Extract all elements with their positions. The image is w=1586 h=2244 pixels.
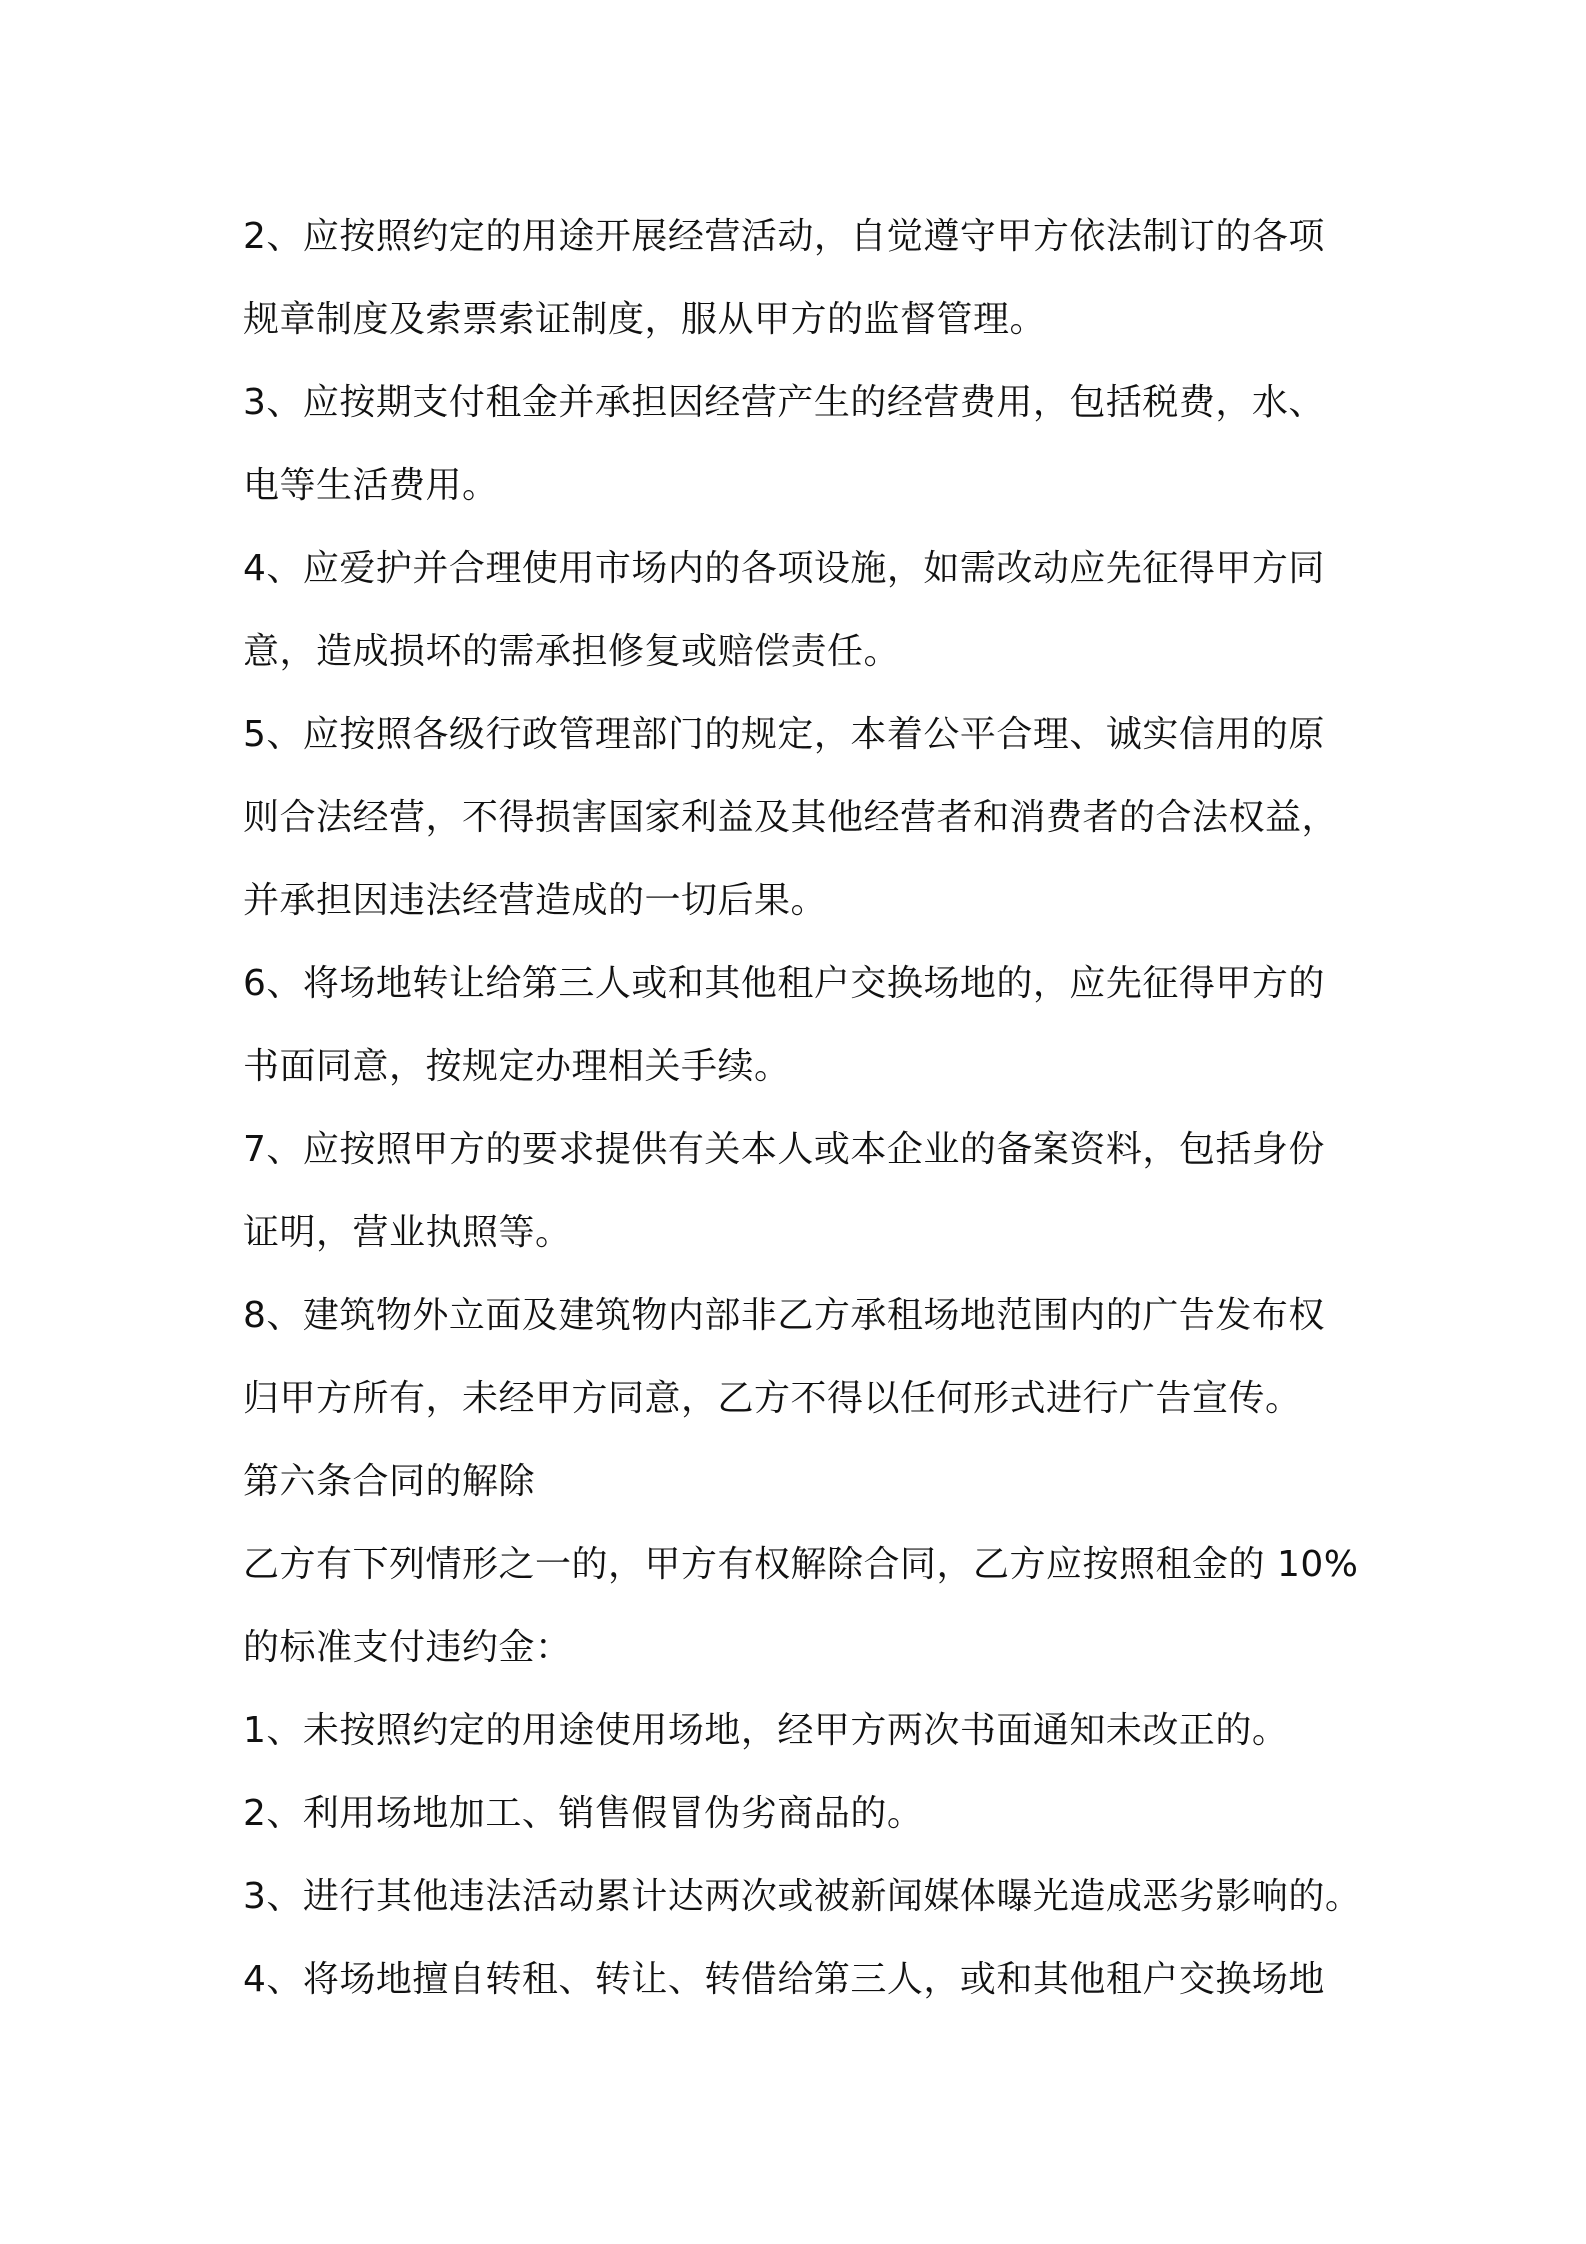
- text-line-8: 则合法经营，不得损害国家利益及其他经营者和消费者的合法权益，: [243, 797, 1339, 838]
- text-line-22: 4、将场地擅自转租、转让、转借给第三人，或和其他租户交换场地: [243, 1959, 1325, 2000]
- text-line-19: 1、未按照约定的用途使用场地，经甲方两次书面通知未改正的。: [243, 1710, 1289, 1751]
- text-line-1: 2、应按照约定的用途开展经营活动，自觉遵守甲方依法制订的各项: [243, 216, 1325, 257]
- text-line-20: 2、利用场地加工、销售假冒伪劣商品的。: [243, 1793, 924, 1834]
- text-line-6: 意，造成损坏的需承担修复或赔偿责任。: [243, 631, 901, 672]
- text-line-9: 并承担因违法经营造成的一切后果。: [243, 880, 828, 921]
- document-body: [243, 195, 1363, 2021]
- text-line-11: 书面同意，按规定办理相关手续。: [243, 1046, 791, 1087]
- text-line-21: 3、进行其他违法活动累计达两次或被新闻媒体曝光造成恶劣影响的。: [243, 1876, 1362, 1917]
- text-line-5: 4、应爱护并合理使用市场内的各项设施，如需改动应先征得甲方同: [243, 548, 1325, 589]
- text-line-14: 8、建筑物外立面及建筑物内部非乙方承租场地范围内的广告发布权: [243, 1295, 1325, 1336]
- text-line-7: 5、应按照各级行政管理部门的规定，本着公平合理、诚实信用的原: [243, 714, 1325, 755]
- text-line-2: 规章制度及索票索证制度，服从甲方的监督管理。: [243, 299, 1047, 340]
- section-heading: 第六条合同的解除: [243, 1461, 536, 1502]
- text-line-15: 归甲方所有，未经甲方同意，乙方不得以任何形式进行广告宣传。: [243, 1378, 1302, 1419]
- text-line-3: 3、应按期支付租金并承担因经营产生的经营费用，包括税费，水、: [243, 382, 1325, 423]
- text-line-12: 7、应按照甲方的要求提供有关本人或本企业的备案资料，包括身份: [243, 1129, 1325, 1170]
- text-line-10: 6、将场地转让给第三人或和其他租户交换场地的，应先征得甲方的: [243, 963, 1325, 1004]
- text-line-13: 证明，营业执照等。: [243, 1212, 572, 1253]
- text-line-4: 电等生活费用。: [243, 465, 499, 506]
- text-line-18: 的标准支付违约金：: [243, 1627, 572, 1668]
- text-line-17: 乙方有下列情形之一的，甲方有权解除合同，乙方应按照租金的 10%: [243, 1544, 1359, 1585]
